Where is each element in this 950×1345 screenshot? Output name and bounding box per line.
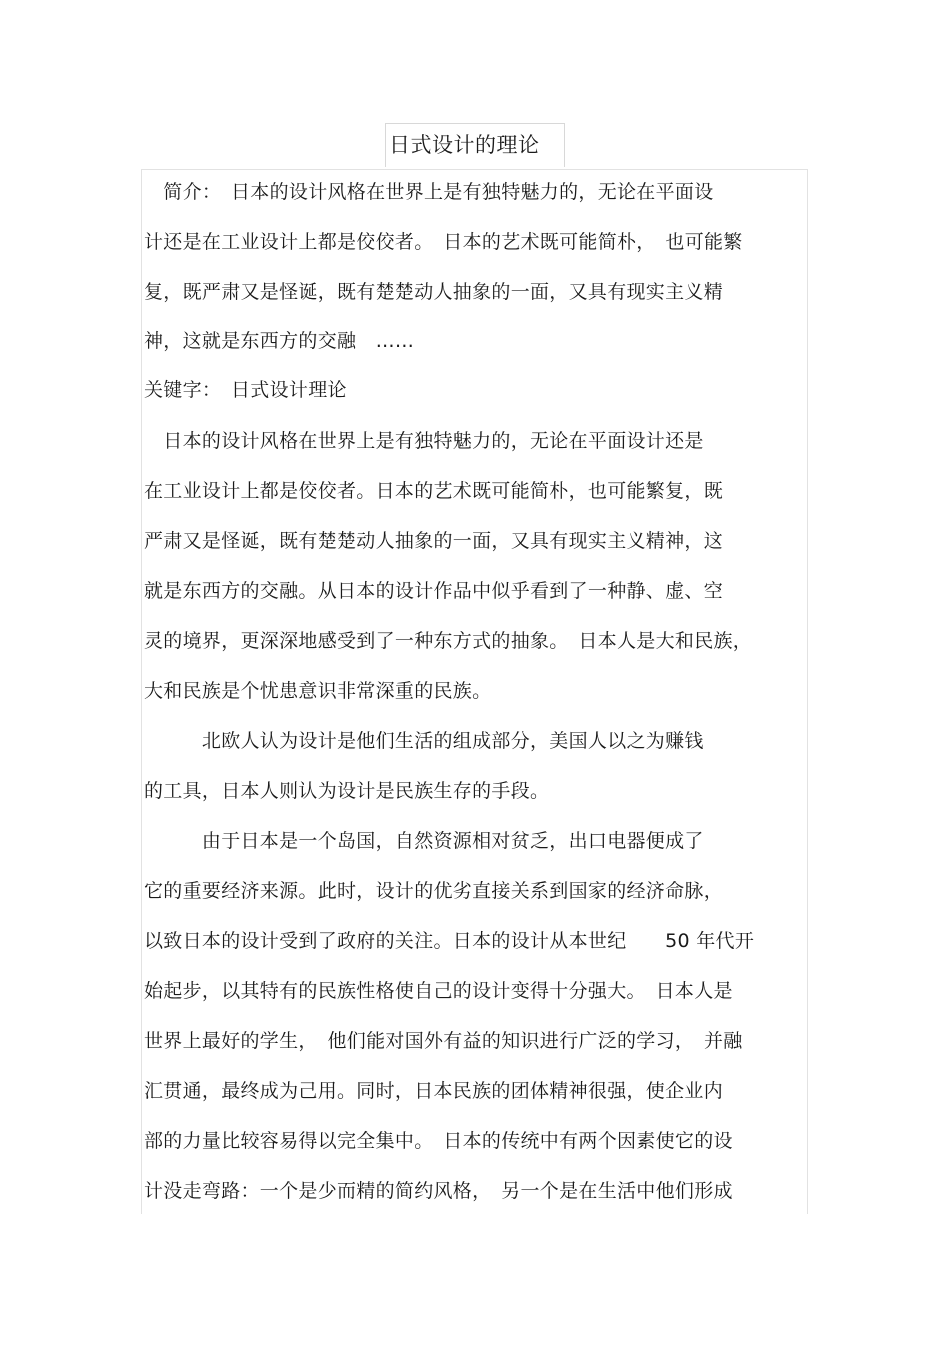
text-line: 简介： 日本的设计风格在世界上是有独特魅力的，无论在平面设 <box>144 181 714 203</box>
text-line: 以致日本的设计受到了政府的关注。日本的设计从本世纪 50 年代开 <box>144 930 755 952</box>
text-line: 就是东西方的交融。从日本的设计作品中似乎看到了一种静、虚、空 <box>144 580 724 602</box>
text-line: 大和民族是个忧患意识非常深重的民族。 <box>144 680 492 702</box>
text-line: 北欧人认为设计是他们生活的组成部分，美国人以之为赚钱 <box>144 730 704 752</box>
text-line: 神，这就是东西方的交融 …… <box>144 330 415 352</box>
text-line: 在工业设计上都是佼佼者。日本的艺术既可能简朴，也可能繁复，既 <box>144 480 724 502</box>
text-line: 汇贯通，最终成为己用。同时，日本民族的团体精神很强，使企业内 <box>144 1080 724 1102</box>
text-line: 计还是在工业设计上都是佼佼者。 日本的艺术既可能简朴， 也可能繁 <box>144 231 743 253</box>
keywords-line: 关键字： 日式设计理论 <box>144 379 347 401</box>
text-line: 部的力量比较容易得以完全集中。 日本的传统中有两个因素使它的设 <box>144 1130 733 1152</box>
text-line: 世界上最好的学生， 他们能对国外有益的知识进行广泛的学习， 并融 <box>144 1030 743 1052</box>
text-line: 灵的境界，更深深地感受到了一种东方式的抽象。 日本人是大和民族， <box>144 630 753 652</box>
text-line: 严肃又是怪诞，既有楚楚动人抽象的一面，又具有现实主义精神，这 <box>144 530 724 552</box>
text-line: 始起步，以其特有的民族性格使自己的设计变得十分强大。 日本人是 <box>144 980 733 1002</box>
text-line: 复，既严肃又是怪诞，既有楚楚动人抽象的一面，又具有现实主义精 <box>144 281 724 303</box>
text-line: 它的重要经济来源。此时，设计的优劣直接关系到国家的经济命脉， <box>144 880 724 902</box>
document-title: 日式设计的理论 <box>389 133 540 157</box>
text-line: 计没走弯路：一个是少而精的简约风格， 另一个是在生活中他们形成 <box>144 1180 733 1202</box>
text-line: 由于日本是一个岛国，自然资源相对贫乏，出口电器便成了 <box>144 830 704 852</box>
text-line: 的工具，日本人则认为设计是民族生存的手段。 <box>144 780 550 802</box>
text-line: 日本的设计风格在世界上是有独特魅力的，无论在平面设计还是 <box>144 430 704 452</box>
